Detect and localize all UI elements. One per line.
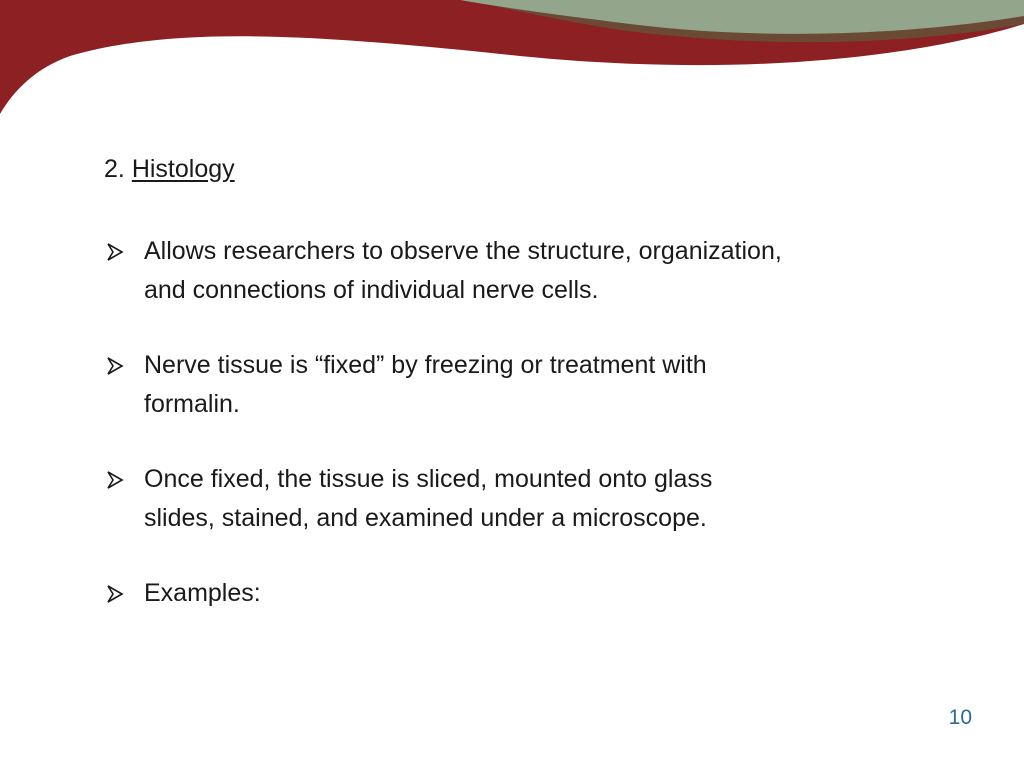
heading-number: 2.: [104, 155, 125, 183]
bullet-line: Once fixed, the tissue is sliced, mounted onto glass: [144, 465, 713, 493]
bullet-item: [104, 574, 984, 613]
bullet-item: [104, 232, 984, 310]
bullet-line: slides, stained, and examined under a microscope.: [144, 504, 707, 532]
bullet-line: formalin.: [144, 390, 240, 418]
bullet-item: [104, 460, 984, 538]
bullet-line: and connections of individual nerve cells.: [144, 276, 599, 304]
arrowhead-bullet-icon: [106, 357, 124, 375]
header-swoosh-decoration: [0, 0, 1024, 130]
bullet-item: [104, 346, 984, 424]
slide-number: 10: [948, 706, 972, 729]
bullet-line: Examples:: [144, 579, 261, 607]
bullet-line: Allows researchers to observe the structure, organization,: [144, 237, 782, 265]
arrowhead-bullet-icon: [106, 585, 124, 603]
arrowhead-bullet-icon: [106, 471, 124, 489]
bullet-line: Nerve tissue is “fixed” by freezing or treatment with: [144, 351, 707, 379]
slide-heading: [104, 152, 235, 186]
arrowhead-bullet-icon: [106, 243, 124, 261]
heading-title: Histology: [131, 155, 235, 183]
bullet-list: [104, 232, 984, 649]
